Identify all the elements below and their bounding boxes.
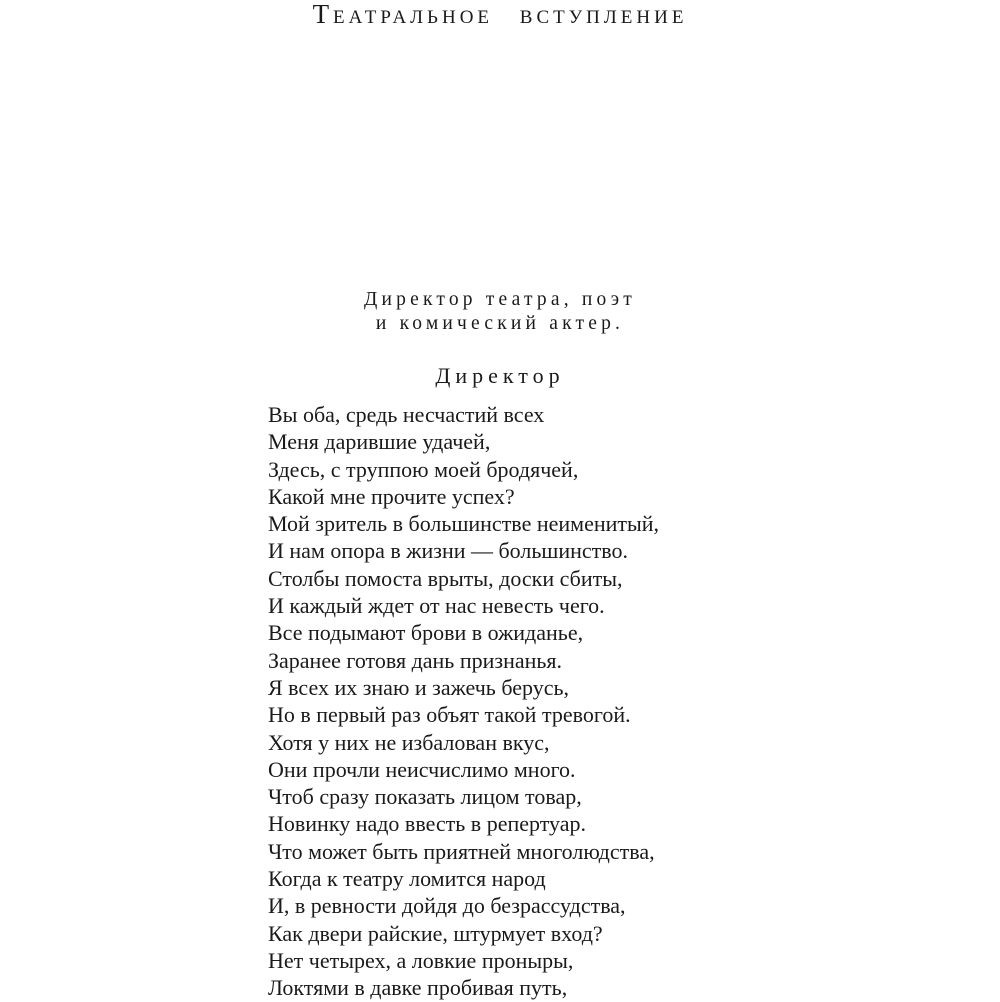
verse-line: Заранее готовя дань признанья. [268,647,563,673]
verse-line: Что может быть приятней многолюдства, [268,838,655,864]
verse-line: Нет четырех, а ловкие проныры, [268,947,574,973]
verse-line: Вы оба, средь несчастий всех [268,402,545,427]
verse-line: И каждый ждет от нас невесть чего. [268,593,605,619]
verse-line: Новинку надо ввесть в репертуар. [268,811,587,837]
verse-line: Я всех их знаю и зажечь берусь, [268,674,570,700]
verse-line: Они прочли неисчислимо много. [268,756,576,782]
verse-line: Но в первый раз объят такой тревогой. [268,702,631,728]
verse-block [268,401,988,1002]
verse-line: Чтоб сразу показать лицом товар, [268,784,582,810]
stage-direction-line: Директор театра, поэт [364,289,636,310]
verse-line: Как двери райские, штурмует вход? [268,920,603,946]
verse-line: Локтями в давке пробивая путь, [268,975,568,1001]
verse-line: Когда к театру ломится народ [268,866,546,892]
verse-line: Все подымают брови в ожиданье, [268,620,584,646]
verse-line: Столбы помоста врыты, доски сбиты, [268,565,623,591]
section-title: Театральное вступление [312,0,688,29]
verse-line: Какой мне прочите успех? [268,483,515,509]
stage-direction [0,288,1000,336]
verse-line: Здесь, с труппою моей бродячей, [268,456,579,482]
verse-line: И нам опора в жизни — большинство. [268,538,629,564]
verse-line: Меня дарившие удачей, [268,429,491,455]
verse-line: И, в ревности дойдя до безрассудства, [268,893,626,919]
speaker-name: Директор [435,363,565,388]
verse-line: Мой зритель в большинстве неименитый, [268,511,660,537]
stage-direction-line: и комический актер. [375,313,625,334]
verse-line: Хотя у них не избалован вкус, [268,729,550,755]
